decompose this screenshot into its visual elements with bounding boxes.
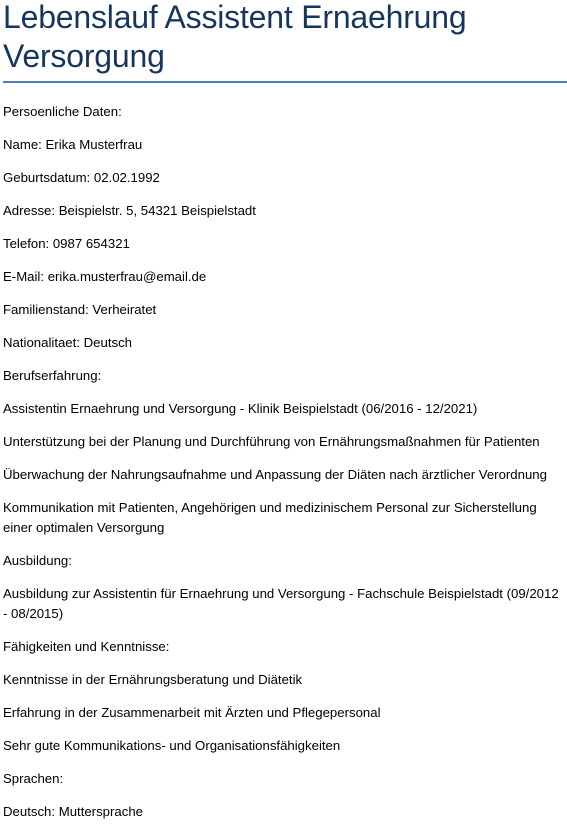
section-heading-languages: Sprachen: (3, 771, 64, 786)
section-heading-skills: Fähigkeiten und Kenntnisse: (3, 639, 170, 654)
language-1: Deutsch: Muttersprache (3, 804, 143, 819)
title-block (0, 0, 567, 76)
experience-task-3: Kommunikation mit Patienten, Angehörigen und medizinischem Personal zur Sicherstellung einer optimalen Versorgung (3, 500, 537, 535)
experience-task-2: Überwachung der Nahrungsaufnahme und Anpassung der Diäten nach ärztlicher Verordnung (3, 467, 547, 482)
personal-name: Name: Erika Musterfrau (3, 137, 143, 152)
personal-email: E-Mail: erika.musterfrau@email.de (3, 269, 207, 284)
personal-marital-status: Familienstand: Verheiratet (3, 302, 157, 317)
experience-position: Assistentin Ernaehrung und Versorgung - Klinik Beispielstadt (06/2016 - 12/2021) (3, 401, 478, 416)
skill-3: Sehr gute Kommunikations- und Organisationsfähigkeiten (3, 738, 341, 753)
education-entry: Ausbildung zur Assistentin für Ernaehrung und Versorgung - Fachschule Beispielstadt (09/2012 - 08/2015) (3, 586, 559, 621)
personal-address: Adresse: Beispielstr. 5, 54321 Beispielstadt (3, 203, 256, 218)
title-underline (3, 81, 567, 83)
experience-task-1: Unterstützung bei der Planung und Durchführung von Ernährungsmaßnahmen für Patienten (3, 434, 540, 449)
document-title: Lebenslauf Assistent Ernaehrung Versorgung (3, 0, 467, 74)
section-heading-experience: Berufserfahrung: (3, 368, 102, 383)
section-heading-personal: Persoenliche Daten: (3, 104, 122, 119)
skill-2: Erfahrung in der Zusammenarbeit mit Ärzten und Pflegepersonal (3, 705, 381, 720)
document-body (3, 102, 565, 835)
personal-nationality: Nationalitaet: Deutsch (3, 335, 133, 350)
personal-birthdate: Geburtsdatum: 02.02.1992 (3, 170, 160, 185)
section-heading-education: Ausbildung: (3, 553, 72, 568)
skill-1: Kenntnisse in der Ernährungsberatung und Diätetik (3, 672, 303, 687)
personal-phone: Telefon: 0987 654321 (3, 236, 130, 251)
